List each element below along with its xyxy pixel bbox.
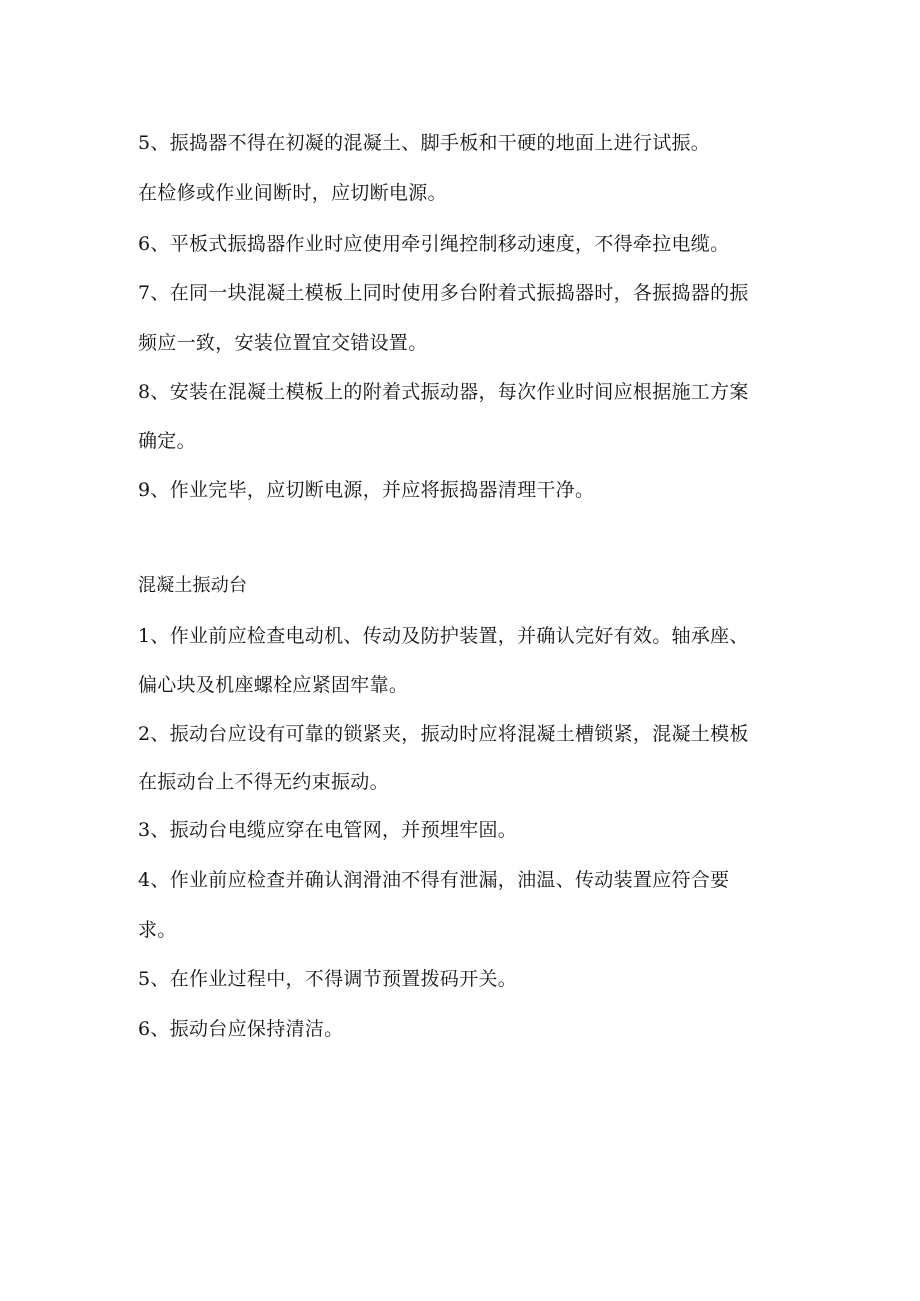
paragraph-line: 频应一致，安装位置宜交错设置。	[138, 332, 428, 354]
paragraph-line: 求。	[138, 919, 177, 941]
paragraph-line: 7、在同一块混凝土模板上同时使用多台附着式振捣器时，各振捣器的振	[138, 282, 749, 304]
paragraph-line: 9、作业完毕，应切断电源，并应将振捣器清理干净。	[138, 479, 595, 501]
paragraph-line: 在检修或作业间断时，应切断电源。	[138, 182, 447, 204]
paragraph-line: 确定。	[138, 430, 196, 452]
paragraph-line: 3、振动台电缆应穿在电管网，并预埋牢固。	[138, 819, 518, 841]
paragraph-line: 4、作业前应检查并确认润滑油不得有泄漏，油温、传动装置应符合要	[138, 869, 730, 891]
paragraph-line: 偏心块及机座螺栓应紧固牢靠。	[138, 674, 409, 696]
paragraph-line: 6、振动台应保持清洁。	[138, 1018, 344, 1040]
paragraph-line: 2、振动台应设有可靠的锁紧夹，振动时应将混凝土槽锁紧，混凝土模板	[138, 723, 749, 745]
paragraph-line: 1、作业前应检查电动机、传动及防护装置，并确认完好有效。轴承座、	[138, 625, 749, 647]
paragraph-line: 在振动台上不得无约束振动。	[138, 771, 389, 793]
paragraph-line: 8、安装在混凝土模板上的附着式振动器，每次作业时间应根据施工方案	[138, 381, 749, 403]
section-heading: 混凝土振动台	[138, 575, 248, 596]
paragraph-line: 6、平板式振捣器作业时应使用牵引绳控制移动速度，不得牵拉电缆。	[138, 233, 730, 255]
paragraph-line: 5、在作业过程中，不得调节预置拨码开关。	[138, 968, 518, 990]
paragraph-line: 5、振捣器不得在初凝的混凝土、脚手板和干硬的地面上进行试振。	[138, 132, 711, 154]
